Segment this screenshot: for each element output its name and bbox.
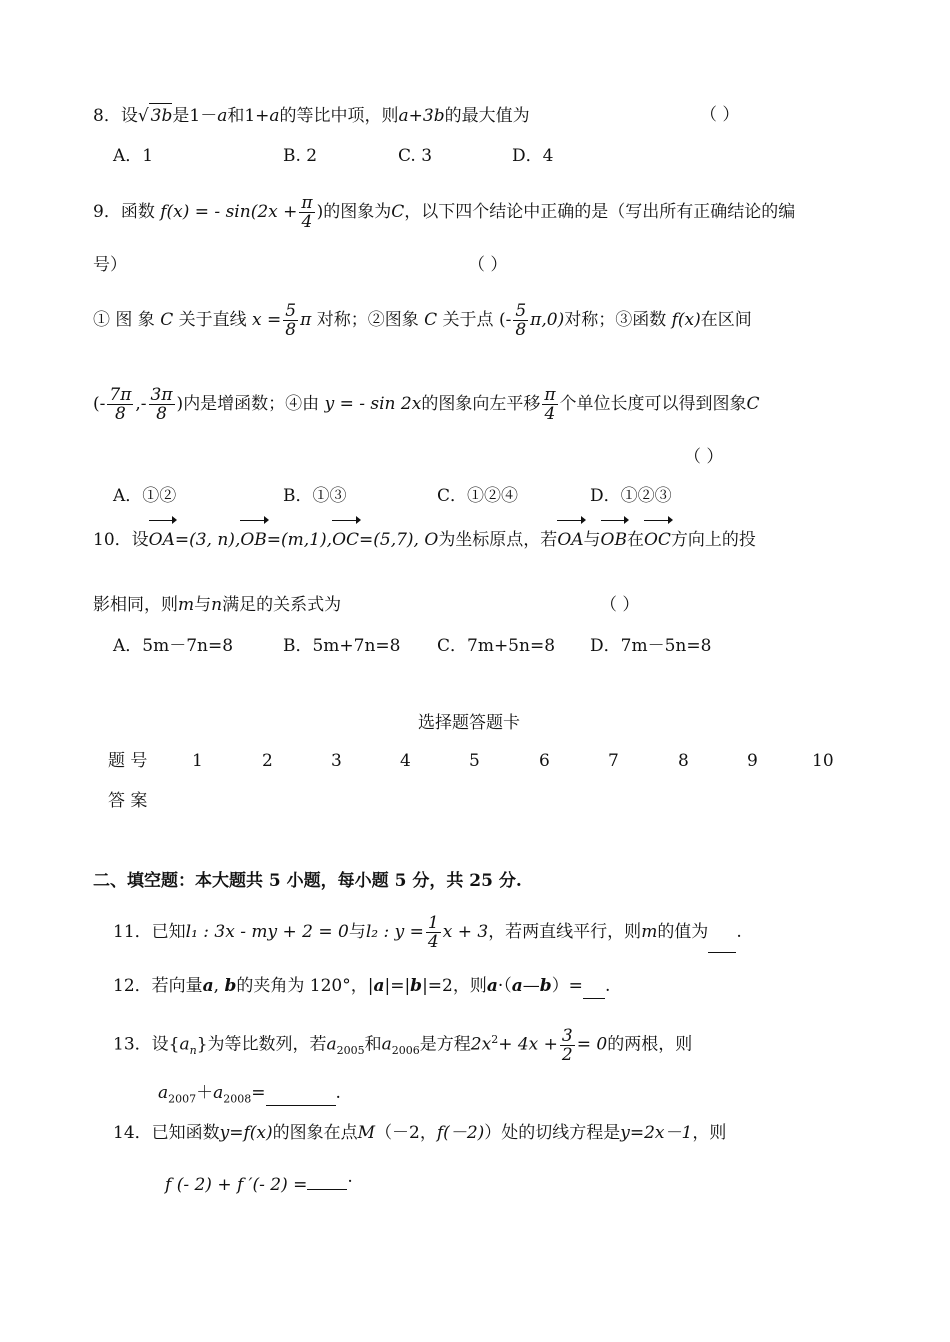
q9-statement-line1 <box>93 300 752 340</box>
q13-number: 13．设{ <box>113 1034 180 1055</box>
frac-den: 4 <box>544 404 556 424</box>
frac-num: 1 <box>427 913 439 933</box>
q14-text: 的图象在点 <box>272 1123 358 1143</box>
q9-text: 的图象向左平移 <box>421 394 541 414</box>
q12-vec: a <box>511 976 523 996</box>
q13-sup: 2 <box>491 1033 499 1046</box>
q13-eq: = 0 <box>576 1034 608 1055</box>
q9-option-c: C．①②④ <box>437 486 519 506</box>
q9-text: 在区间 <box>700 310 752 330</box>
q13-text: 和 <box>364 1034 382 1055</box>
q10-text: 与 <box>583 530 601 550</box>
answer-card-title: 选择题答题卡 <box>418 713 520 733</box>
q10-eq: =(5,7), O <box>359 530 439 550</box>
q8-option-d: D．4 <box>512 146 554 166</box>
q12-text: . <box>604 976 611 996</box>
q10-text: 与 <box>194 595 212 615</box>
q14-blank[interactable] <box>307 1165 347 1190</box>
q9-pi: π <box>300 310 312 330</box>
answer-card-number: 10 <box>812 751 834 771</box>
vector-oa: OA <box>149 523 175 557</box>
q12-vec: a <box>373 976 385 996</box>
q14-text: （－2， <box>375 1123 437 1143</box>
q9-func: f(x) <box>671 310 701 330</box>
q11-line2: x + 3 <box>442 922 489 942</box>
q13-eq: 2x <box>470 1034 492 1055</box>
q8-option-a: A．1 <box>113 146 154 166</box>
q10-text: 在 <box>626 530 644 550</box>
q11-stem <box>113 912 742 953</box>
q9-number: 9． <box>93 202 121 222</box>
q9-text: 关于点 <box>442 310 494 330</box>
q8-text: 和 <box>227 106 245 126</box>
q9-frac <box>283 302 298 339</box>
q9-interval: ,- <box>135 394 147 414</box>
q9-eq: y = - sin 2x <box>324 394 422 414</box>
q11-blank[interactable] <box>708 912 736 953</box>
q13-text: ＋ <box>196 1083 214 1103</box>
q11-text: 的值为 <box>657 922 709 942</box>
q9-text: ) <box>316 202 324 222</box>
q13-var: a <box>213 1083 224 1103</box>
frac-num: 5 <box>515 301 527 321</box>
vector-ob: OB <box>601 523 627 557</box>
frac-den: 8 <box>114 404 126 424</box>
q9-text: 函数 <box>120 202 155 222</box>
q9-frac <box>149 386 175 423</box>
q9-stem <box>93 192 795 232</box>
frac-den: 8 <box>285 320 297 340</box>
q9-var: C <box>391 202 405 222</box>
q10-var: n <box>211 595 223 615</box>
q12-text: — <box>522 976 540 996</box>
q13-eq: + 4x + <box>498 1034 558 1055</box>
q9-text: 对称；③函数 <box>564 310 667 330</box>
q9-stem-cont: 号） <box>93 255 127 275</box>
q8-number: 8． <box>93 106 121 126</box>
q10-number: 10．设 <box>93 530 149 550</box>
q9-answer-paren-1: （ ） <box>468 255 508 275</box>
q14-number: 14．已知函数 <box>113 1123 220 1143</box>
vector-oc: OC <box>332 523 359 557</box>
q13-sub: 2008 <box>223 1092 252 1106</box>
frac-num: π <box>544 385 556 405</box>
q9-point: π,0) <box>530 310 565 330</box>
q9-frac <box>299 194 314 231</box>
frac-den: 4 <box>427 932 439 952</box>
q9-interval: (- <box>93 394 106 414</box>
q13-stem-cont <box>158 1081 341 1111</box>
vector-oc: OC <box>644 523 671 557</box>
q12-text: 的夹角为 120°，| <box>236 976 374 996</box>
q10-option-a: A．5m－7n=8 <box>113 636 234 656</box>
q12-vec: a <box>202 976 214 996</box>
frac-num: 3π <box>150 385 173 405</box>
q10-text: 方向上的投 <box>670 530 756 550</box>
q13-stem <box>113 1020 692 1071</box>
q9-var: C <box>424 310 438 330</box>
q12-text: |=| <box>384 976 411 996</box>
q12-vec: b <box>410 976 423 996</box>
q14-expr: f (- 2) + f ′(- 2) = <box>165 1175 308 1195</box>
frac-den: 4 <box>301 212 313 232</box>
q9-option-b: B．①③ <box>283 486 347 506</box>
answer-card-number: 5 <box>469 751 480 771</box>
q11-text: ，若两直线平行，则 <box>488 922 642 942</box>
q8-text: 1－ <box>189 106 218 126</box>
q14-func: y=f(x) <box>219 1123 273 1143</box>
q10-eq: =(m,1), <box>266 530 333 550</box>
answer-card-number: 1 <box>192 751 203 771</box>
q9-frac <box>542 386 557 423</box>
q11-frac <box>426 914 441 951</box>
q12-text: |=2，则 <box>422 976 487 996</box>
q10-answer-paren: （ ） <box>600 595 640 615</box>
q9-eq: x = <box>252 310 282 330</box>
vector-oa: OA <box>557 523 583 557</box>
q9-point: (- <box>498 310 512 330</box>
q8-text: 设 <box>120 106 138 126</box>
q8-text: 的等比中项，则 <box>279 106 399 126</box>
q14-text: . <box>347 1167 353 1187</box>
q9-text: 对称；②图象 <box>316 310 419 330</box>
q13-text: 是方程 <box>419 1034 471 1055</box>
q14-var: M <box>357 1123 376 1143</box>
answer-card-number: 6 <box>539 751 550 771</box>
q11-line1: l₁ : 3x - my + 2 = 0 <box>185 922 349 942</box>
q9-interval: ) <box>176 394 184 414</box>
q13-text: = <box>251 1083 266 1103</box>
q14-stem-cont <box>165 1167 353 1198</box>
q13-sub: 2005 <box>336 1044 365 1058</box>
answer-card-number: 8 <box>678 751 689 771</box>
q9-answer-paren-2: （ ） <box>684 447 724 467</box>
q13-var: a <box>326 1034 337 1055</box>
q12-text: , <box>213 976 220 996</box>
q10-text: 为坐标原点，若 <box>438 530 558 550</box>
q13-sub: 2006 <box>391 1044 420 1058</box>
q12-text: ·（ <box>497 976 512 996</box>
q9-frac <box>513 302 528 339</box>
q9-text: 内是增函数；④由 <box>183 394 320 414</box>
q8-text: 的最大值为 <box>444 106 530 126</box>
q10-option-c: C．7m+5n=8 <box>437 636 556 656</box>
q13-text: }为等比数列，若 <box>196 1034 327 1055</box>
q9-func: f(x) = - sin(2x + <box>160 202 298 222</box>
q11-number: 11．已知 <box>113 922 186 942</box>
q14-stem <box>113 1121 726 1145</box>
q14-text: ）处的切线方程是 <box>484 1123 621 1143</box>
q9-frac <box>107 386 133 423</box>
frac-num: 7π <box>109 385 132 405</box>
q9-var: C <box>160 310 174 330</box>
q9-text: 的图象为 <box>323 202 392 222</box>
q12-stem <box>113 974 610 999</box>
q13-var: a <box>158 1083 169 1103</box>
q10-text: 满足的关系式为 <box>222 595 342 615</box>
q11-line2: l₂ : y = <box>365 922 424 942</box>
q8-option-b: B. 2 <box>283 146 318 166</box>
q10-option-d: D．7m－5n=8 <box>590 636 712 656</box>
q8-option-c: C. 3 <box>398 146 433 166</box>
q10-var: m <box>178 595 195 615</box>
frac-num: π <box>301 193 313 213</box>
q13-sub: n <box>189 1044 197 1058</box>
q10-stem <box>93 523 756 557</box>
q9-option-a: A．①② <box>113 486 177 506</box>
q9-var: C <box>746 394 760 414</box>
frac-den: 2 <box>561 1044 573 1065</box>
q11-text: . <box>736 922 742 942</box>
q13-blank[interactable] <box>266 1081 336 1106</box>
q13-var: a <box>179 1034 190 1055</box>
frac-den: 8 <box>156 404 167 424</box>
q9-text: ① 图 象 <box>93 310 155 330</box>
frac-num: 3 <box>561 1025 573 1046</box>
q9-text: ，以下四个结论中正确的是（写出所有正确结论的编 <box>404 202 796 222</box>
q9-text: 个单位长度可以得到图象 <box>559 394 747 414</box>
q11-text: 与 <box>348 922 366 942</box>
section2-heading: 二、填空题：本大题共 5 小题，每小题 5 分，共 25 分. <box>93 871 522 891</box>
q10-stem-cont <box>93 593 341 617</box>
q8-sqrt: √ 3b <box>138 106 173 126</box>
q12-vec: a <box>486 976 498 996</box>
q14-text: ，则 <box>692 1123 727 1143</box>
q10-text: 影相同，则 <box>93 595 178 615</box>
q8-text: 1+ <box>244 106 270 126</box>
q9-statement-line2 <box>93 384 760 424</box>
q9-option-d: D．①②③ <box>590 486 672 506</box>
q12-blank[interactable] <box>583 974 605 999</box>
q10-eq: =(3, n), <box>174 530 241 550</box>
q8-var: a <box>269 106 280 126</box>
vector-ob: OB <box>240 523 266 557</box>
answer-card-row2-label: 答 案 <box>108 791 148 811</box>
answer-card-number: 3 <box>331 751 342 771</box>
q12-text: ）= <box>551 976 583 996</box>
frac-den: 8 <box>515 320 527 340</box>
answer-card-number: 4 <box>400 751 411 771</box>
q13-frac <box>560 1027 575 1064</box>
answer-card-row1-label: 题 号 <box>108 751 148 771</box>
answer-card-number: 2 <box>262 751 273 771</box>
q10-option-b: B．5m+7n=8 <box>283 636 401 656</box>
q8-var: a <box>217 106 228 126</box>
q12-vec: b <box>224 976 237 996</box>
q8-text: 是 <box>172 106 190 126</box>
q8-answer-paren: （ ） <box>700 105 740 125</box>
answer-card-number: 9 <box>747 751 758 771</box>
q11-var: m <box>641 922 658 942</box>
q14-func: f(－2) <box>436 1123 485 1143</box>
q8-stem <box>93 103 530 128</box>
q12-vec: b <box>539 976 552 996</box>
frac-num: 5 <box>285 301 297 321</box>
q9-text: 关于直线 <box>178 310 247 330</box>
q8-sqrt-body: 3b <box>149 103 173 128</box>
q13-text: . <box>335 1083 341 1103</box>
q13-sub: 2007 <box>168 1092 197 1106</box>
q8-expr: a+3b <box>398 106 445 126</box>
q12-number: 12．若向量 <box>113 976 203 996</box>
q13-text: 的两根，则 <box>607 1034 693 1055</box>
q14-line: y=2x－1 <box>620 1123 693 1143</box>
answer-card-number: 7 <box>608 751 619 771</box>
q13-var: a <box>381 1034 392 1055</box>
